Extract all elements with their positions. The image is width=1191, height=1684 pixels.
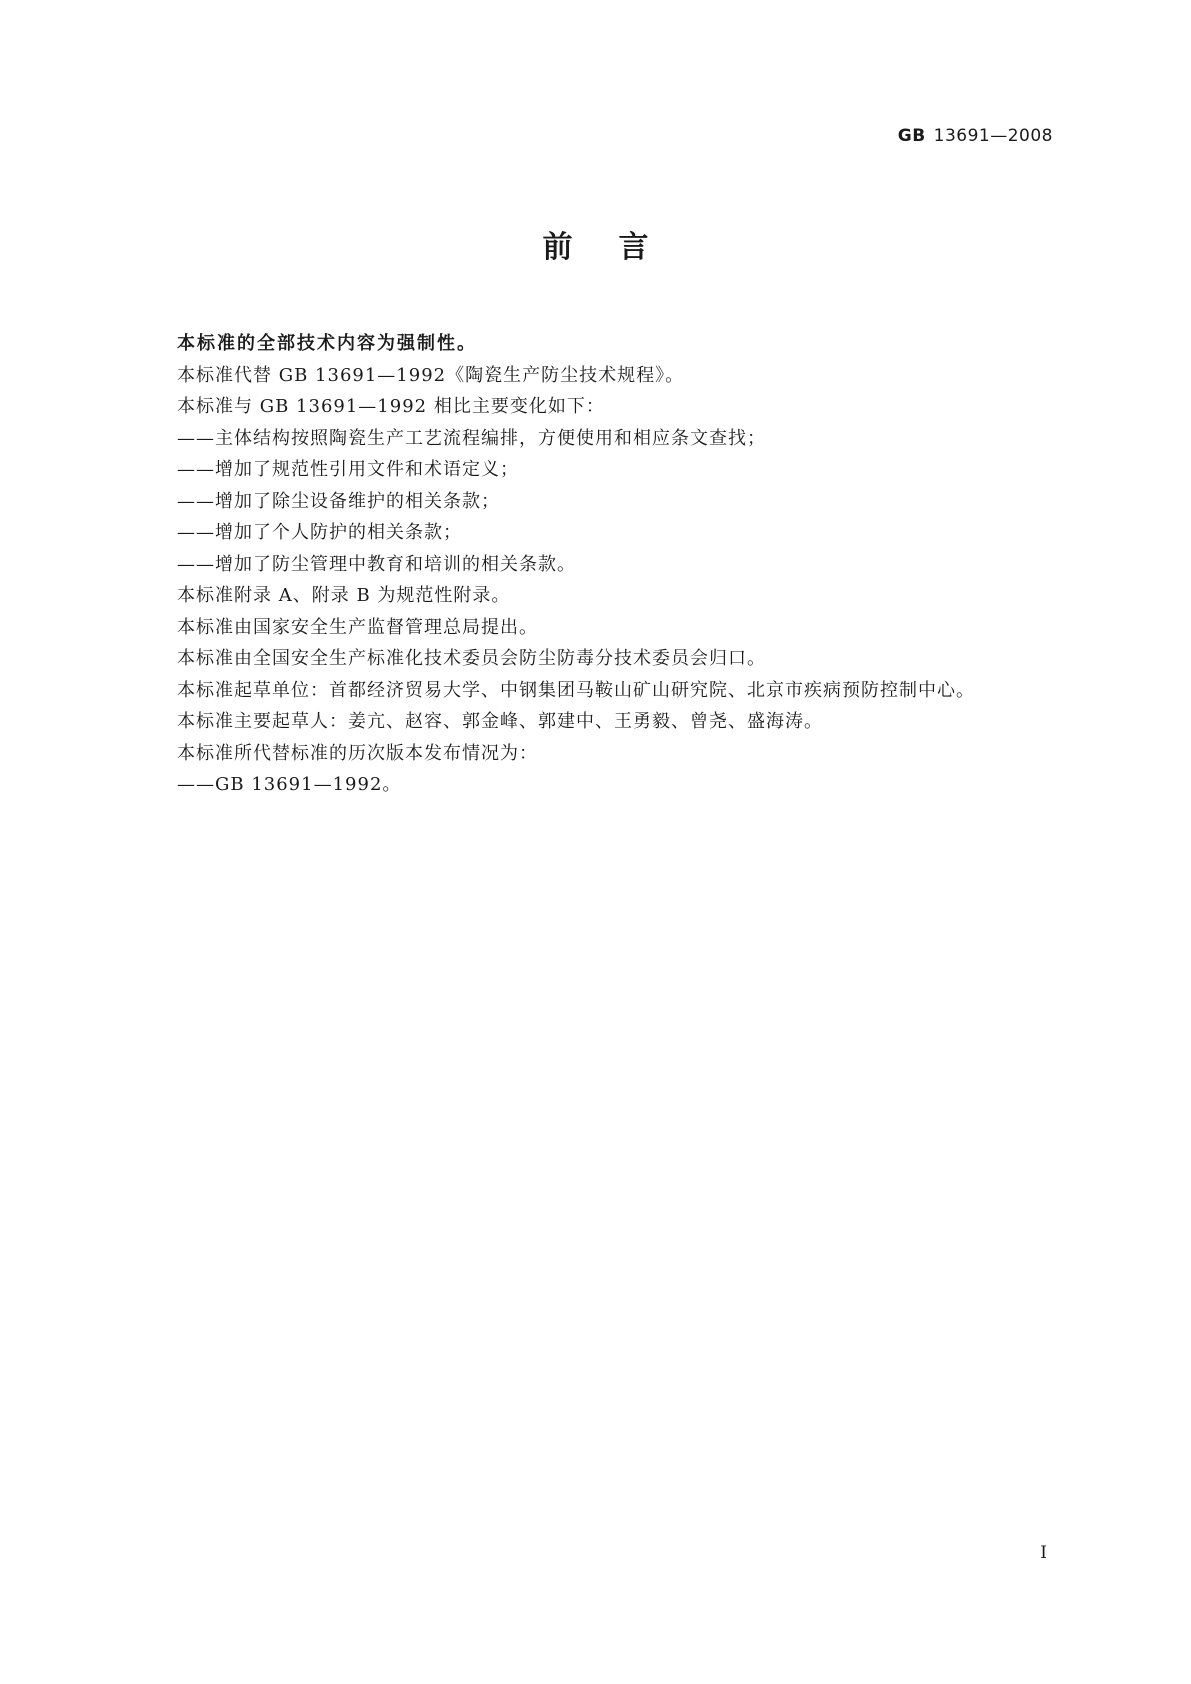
- standard-number: 13691—2008: [933, 126, 1053, 146]
- change-item: ——增加了个人防护的相关条款；: [177, 522, 462, 543]
- standard-prefix: GB: [897, 126, 926, 146]
- change-item: ——增加了规范性引用文件和术语定义；: [177, 459, 519, 480]
- page-number: I: [1040, 1543, 1047, 1563]
- body-line: 本标准代替 GB 13691—1992《陶瓷生产防尘技术规程》。: [177, 364, 685, 386]
- page-title: 前言: [542, 230, 695, 265]
- body-line: 本标准由全国安全生产标准化技术委员会防尘防毒分技术委员会归口。: [177, 648, 766, 669]
- foreword-body: [177, 328, 1057, 801]
- history-item: ——GB 13691—1992。: [177, 774, 402, 795]
- body-line: 本标准由国家安全生产监督管理总局提出。: [177, 616, 538, 638]
- change-item: ——增加了防尘管理中教育和培训的相关条款。: [177, 553, 576, 575]
- standard-number-header: [898, 126, 1053, 146]
- body-line: 本标准起草单位：首都经济贸易大学、中钢集团马鞍山矿山研究院、北京市疾病预防控制中心。: [177, 679, 975, 701]
- mandatory-statement: 本标准的全部技术内容为强制性。: [177, 333, 477, 354]
- change-item: ——增加了除尘设备维护的相关条款；: [177, 490, 500, 512]
- body-line: 本标准与 GB 13691—1992 相比主要变化如下：: [177, 396, 605, 417]
- body-line: 本标准主要起草人：姜亢、赵容、郭金峰、郭建中、王勇毅、曾尧、盛海涛。: [177, 711, 823, 732]
- body-line: 本标准所代替标准的历次版本发布情况为：: [177, 742, 538, 764]
- change-item: ——主体结构按照陶瓷生产工艺流程编排，方便使用和相应条文查找；: [177, 427, 766, 449]
- body-line: 本标准附录 A、附录 B 为规范性附录。: [177, 585, 511, 606]
